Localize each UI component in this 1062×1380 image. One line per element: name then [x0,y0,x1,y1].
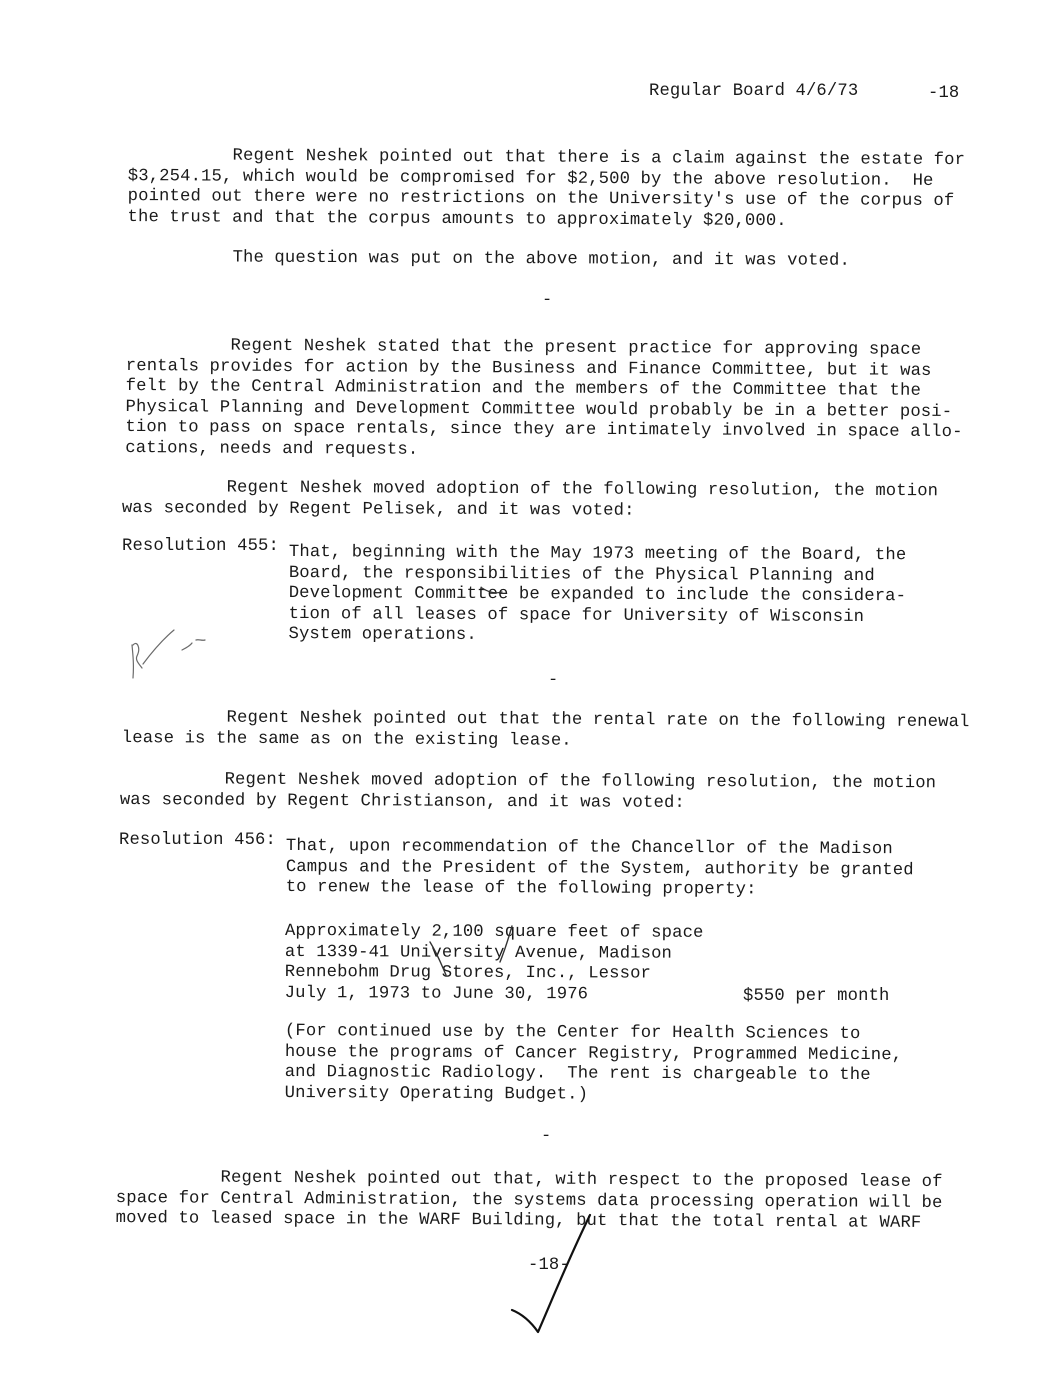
section-separator: - [541,1127,552,1146]
text-line: space for Central Administration, the systems data processing operation will be [115,1188,943,1213]
text-line: Regent Neshek moved adoption of the following resolution, the motion [119,770,937,794]
text-line: System operations. [288,624,477,645]
text-line: July 1, 1973 to June 30, 1976 [284,983,589,1004]
text-line: Regent Neshek stated that the present practice for approving space [125,336,922,360]
text-line: tion to pass on space rentals, since they are intimately involved in space allo- [125,417,963,443]
text-line: was seconded by Regent Christianson, and it was voted: [119,790,685,813]
checkmark-icon [512,1215,590,1332]
text-line: pointed out there were no restrictions on the University's use of the corpus of [127,186,955,212]
section-separator: - [548,671,559,690]
paragraph-vote: The question was put on the above motion, and it was voted. [127,248,851,271]
text-line: Regent Neshek pointed out that the rental rate on the following renewal [121,708,970,733]
footer-page-number: -18- [528,1256,570,1275]
resolution-456-label: Resolution 456: [119,831,276,850]
pen-stroke-mark [430,942,446,975]
text-line: Regent Neshek moved adoption of the following resolution, the motion [121,478,939,502]
header-title: Regular Board 4/6/73 [649,82,859,101]
pen-stroke-mark [482,588,502,593]
text-line: Board, the responsibilities of the Physical Planning and [288,563,875,586]
text-line: Regent Neshek pointed out that, with respect to the proposed lease of [115,1168,943,1193]
text-line: Campus and the President of the System, authority be granted [285,857,914,880]
text-line: University Operating Budget.) [284,1083,589,1105]
text-line: Approximately 2,100 square feet of space [284,922,704,943]
text-line: and Diagnostic Radiology. The rent is chargeable to the [284,1062,871,1086]
text-line: Development Committee be expanded to include the considera- [288,583,907,607]
text-line: That, upon recommendation of the Chancellor of the Madison [285,837,893,860]
text-line: Physical Planning and Development Committee would probably be in a better posi- [125,397,953,422]
text-line: lease is the same as on the existing lease. [121,728,572,751]
text-line: the trust and that the corpus amounts to approximately $20,000. [127,207,787,231]
text-line: cations, needs and requests. [125,438,419,460]
pen-stroke-mark [500,926,512,962]
text-line: Regent Neshek pointed out that there is a claim against the estate for [127,146,966,171]
text-line: house the programs of Cancer Registry, Programmed Medicine, [284,1042,903,1065]
resolution-455-label: Resolution 455: [122,537,279,556]
section-separator: - [542,291,553,310]
lease-rent: $550 per month [743,987,890,1006]
header-page-number: -18 [928,84,960,103]
text-line: $3,254.15, which would be compromised for $2,500 by the above resolution. He [127,166,934,191]
handwritten-initials-mark [132,630,205,678]
text-line: (For continued use by the Center for Health Sciences to [284,1022,861,1045]
text-line: felt by the Central Administration and the members of the Committee that the [125,376,922,401]
text-line: moved to leased space in the WARF Building, but that the total rental at WARF [115,1208,922,1233]
text-line: tion of all leases of space for University of Wisconsin [288,604,865,627]
text-line: at 1339-41 University Avenue, Madison [284,942,673,964]
text-line: was seconded by Regent Pelisek, and it was voted: [121,498,635,521]
text-line: That, beginning with the May 1973 meeting of the Board, the [288,543,907,566]
text-line: rentals provides for action by the Business and Finance Committee, but it was [125,356,932,381]
text-line: to renew the lease of the following property: [285,877,757,900]
text-line: Rennebohm Drug Stores, Inc., Lessor [284,962,652,984]
